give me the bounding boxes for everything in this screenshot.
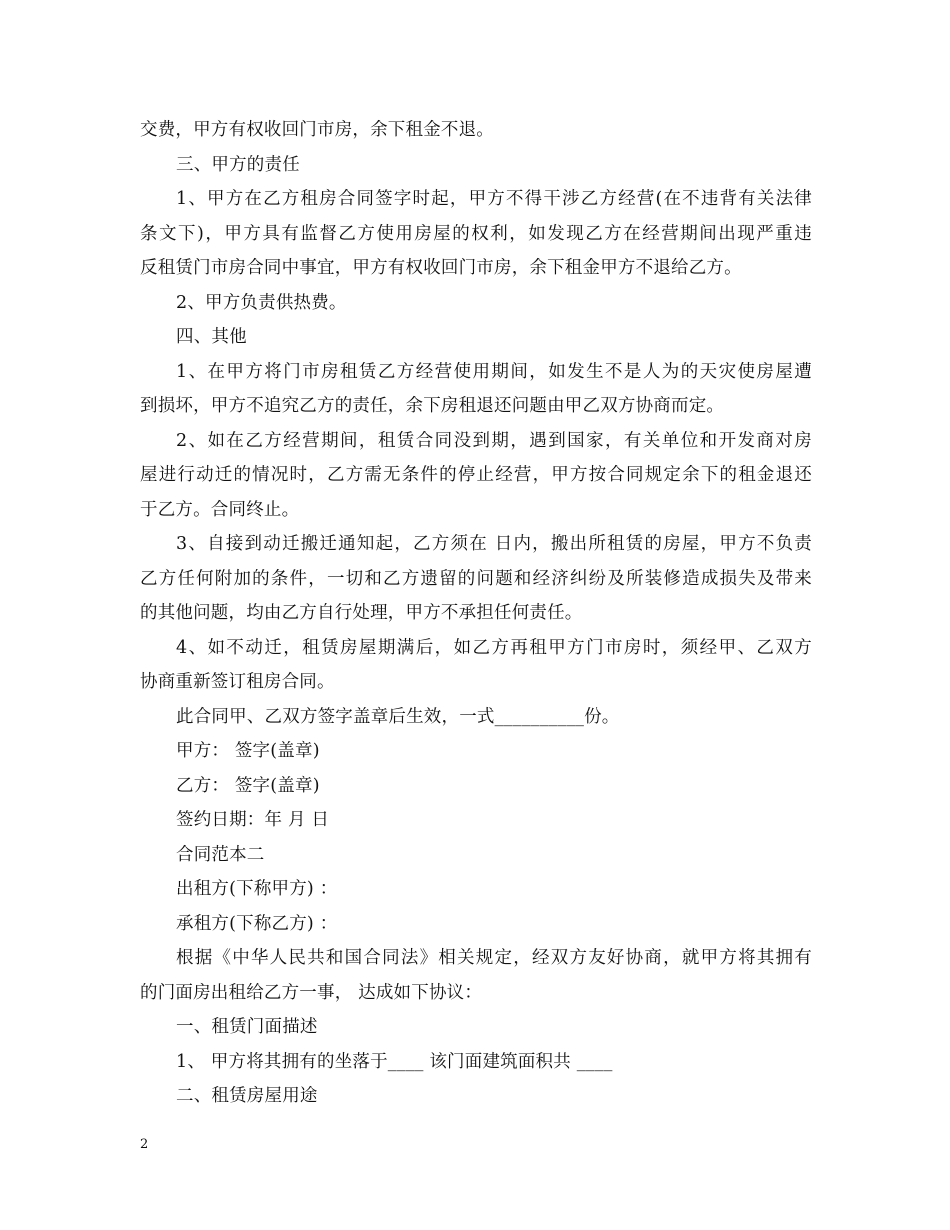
- page-number: 2: [140, 1137, 149, 1152]
- paragraph-line: 2、如在乙方经营期间，租赁合同没到期，遇到国家，有关单位和开发商对房: [176, 430, 812, 451]
- signature-line-party-a: 甲方： 签字(盖章): [176, 741, 320, 761]
- paragraph-line: 交费，甲方有权收回门市房，余下租金不退。: [140, 120, 494, 140]
- contract-title: 合同范本二: [176, 844, 265, 865]
- signing-date-line: 签约日期：年 月 日: [176, 810, 330, 830]
- paragraph-line: 1、在甲方将门市房租赁乙方经营使用期间，如发生不是人为的天灾使房屋遭: [176, 361, 812, 382]
- lessee-line: 承租方(下称乙方) ：: [176, 913, 338, 934]
- paragraph-line: 4、如不动迁，租赁房屋期满后，如乙方再租甲方门市房时，须经甲、乙双方: [176, 637, 812, 658]
- paragraph-line: 1、 甲方将其拥有的坐落于____ 该门面建筑面积共 ____: [176, 1051, 613, 1072]
- section-heading: 四、其他: [176, 327, 247, 347]
- section-heading: 三、甲方的责任: [176, 154, 300, 175]
- section-heading: 一、租赁门面描述: [176, 1017, 318, 1037]
- paragraph-line: 3、自接到动迁搬迁通知起，乙方须在 日内，搬出所租赁的房屋，甲方不负责: [176, 534, 812, 554]
- paragraph-line: 1、甲方在乙方租房合同签字时起，甲方不得干涉乙方经营(在不违背有关法律: [176, 189, 812, 209]
- paragraph-line: 协商重新签订租房合同。: [140, 672, 335, 692]
- paragraph-line: 于乙方。合同终止。: [140, 499, 300, 520]
- paragraph-line: 条文下)，甲方具有监督乙方使用房屋的权利，如发现乙方在经营期间出现严重违: [140, 223, 812, 244]
- paragraph-line: 的门面房出租给乙方一事， 达成如下协议：: [140, 982, 483, 1003]
- lessor-line: 出租方(下称甲方) ：: [176, 879, 338, 899]
- paragraph-line: 屋进行动迁的情况时，乙方需无条件的停止经营，甲方按合同规定余下的租金退还: [140, 465, 812, 485]
- paragraph-line: 乙方任何附加的条件，一切和乙方遗留的问题和经济纠纷及所装修造成损失及带来: [140, 568, 812, 589]
- paragraph-line: 的其他问题，均由乙方自行处理，甲方不承担任何责任。: [140, 603, 583, 623]
- section-heading: 二、租赁房屋用途: [176, 1086, 318, 1106]
- paragraph-line: 反租赁门市房合同中事宜，甲方有权收回门市房，余下租金甲方不退给乙方。: [140, 258, 742, 278]
- paragraph-line: 2、甲方负责供热费。: [176, 292, 347, 313]
- paragraph-line: 根据《中华人民共和国合同法》相关规定，经双方友好协商，就甲方将其拥有: [176, 948, 812, 968]
- paragraph-line: 此合同甲、乙双方签字盖章后生效，一式__________份。: [176, 706, 620, 727]
- signature-line-party-b: 乙方： 签字(盖章): [176, 775, 320, 796]
- paragraph-line: 到损坏，甲方不追究乙方的责任，余下房租退还问题由甲乙双方协商而定。: [140, 396, 725, 416]
- document-body: [140, 113, 812, 1114]
